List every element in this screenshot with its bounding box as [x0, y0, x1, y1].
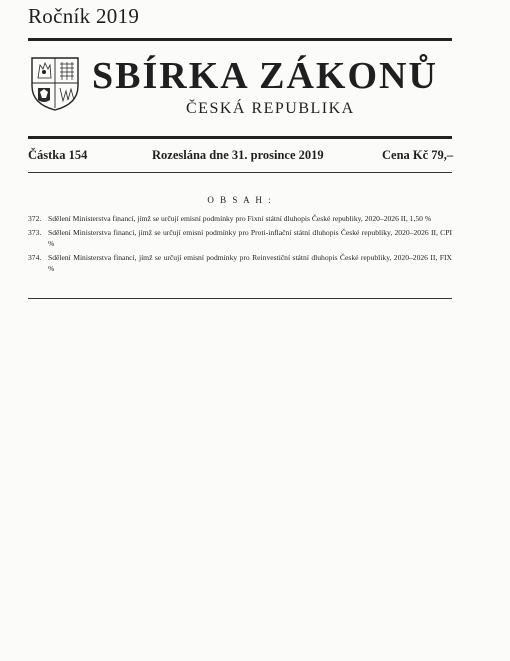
masthead-rule — [28, 136, 452, 139]
contents-list — [28, 213, 452, 277]
entry-text: Sdělení Ministerstva financí, jímž se určují emisní podmínky pro Proti-inflační státní dluhopis České republiky, 2020–2026 II, CPI % — [48, 228, 452, 248]
contents-heading: O B S A H : — [207, 195, 273, 205]
entry-number: 372. — [28, 214, 42, 223]
price: Cena Kč 79,– — [382, 148, 454, 162]
entry-number: 374. — [28, 253, 42, 262]
contents-end-rule — [28, 298, 452, 299]
entry-number: 373. — [28, 228, 42, 237]
contents-entry — [28, 227, 452, 249]
contents-entry — [28, 213, 452, 224]
entry-text: Sdělení Ministerstva financí, jímž se určují emisní podmínky pro Reinvestiční státní dluhopis České republiky, 2020–2026 II, FIX % — [48, 253, 452, 273]
journal-title: SBÍRKA ZÁKONŮ — [92, 55, 438, 97]
journal-subtitle: ČESKÁ REPUBLIKA — [186, 100, 355, 117]
meta-rule — [28, 172, 452, 173]
volume-year: Ročník 2019 — [28, 4, 140, 28]
issue-number: Částka 154 — [28, 148, 88, 162]
publication-date: Rozeslána dne 31. prosince 2019 — [152, 148, 324, 162]
contents-entry — [28, 252, 452, 274]
czech-coat-of-arms-icon — [30, 56, 80, 112]
entry-text: Sdělení Ministerstva financí, jímž se určují emisní podmínky pro Fixní státní dluhopis České republiky, 2020–2026 II, 1,50 % — [48, 214, 432, 223]
top-rule — [28, 38, 452, 41]
